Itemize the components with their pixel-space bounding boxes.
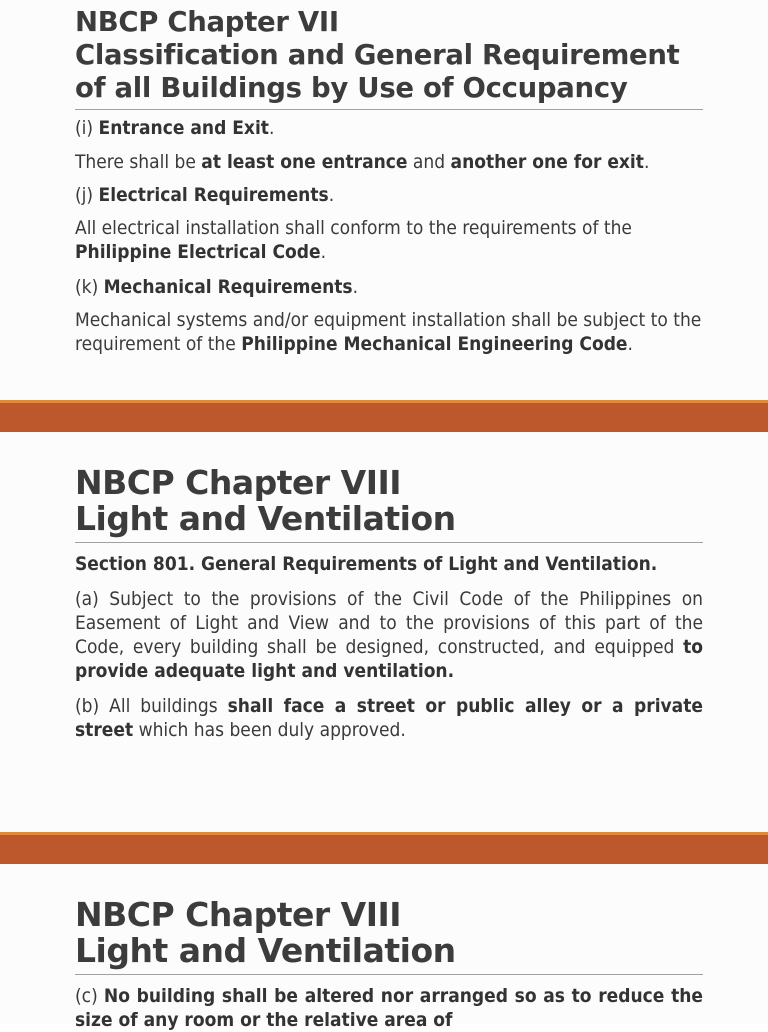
slide-title xyxy=(75,6,680,105)
item-k-heading: (k) Mechanical Requirements. xyxy=(75,276,359,298)
slide-separator-band xyxy=(0,832,768,864)
title-line-3: of all Buildings by Use of Occupancy xyxy=(75,72,628,104)
title-line-1: NBCP Chapter VIII xyxy=(75,463,402,502)
item-i-heading: (i) Entrance and Exit. xyxy=(75,117,275,139)
section-801-heading: Section 801. General Requirements of Light and Ventilation. xyxy=(75,553,658,575)
title-line-2: Light and Ventilation xyxy=(75,499,456,538)
title-line-1: NBCP Chapter VIII xyxy=(75,895,402,934)
slide-title xyxy=(75,465,456,537)
slide-chapter-viii-b xyxy=(0,864,768,1031)
item-j-text: All electrical installation shall conform to the requirements of the Philippine Electrical Code. xyxy=(75,217,632,263)
item-i-text: There shall be at least one entrance and another one for exit. xyxy=(75,151,650,173)
slide-title xyxy=(75,897,456,969)
slide-body xyxy=(75,116,703,356)
title-line-2: Light and Ventilation xyxy=(75,931,456,970)
item-j-heading: (j) Electrical Requirements. xyxy=(75,184,335,206)
slide-chapter-vii xyxy=(0,0,768,400)
slide-body xyxy=(75,984,703,1032)
title-divider xyxy=(75,109,703,110)
paragraph-c: (c) No building shall be altered nor arranged so as to reduce the size of any room or the relative area of xyxy=(75,985,704,1031)
item-k-text: Mechanical systems and/or equipment installation shall be subject to the requirement of the Philippine Mechanical Engineering Code. xyxy=(75,309,702,355)
title-line-1: NBCP Chapter VII xyxy=(75,6,339,38)
slide-separator-band xyxy=(0,400,768,432)
title-divider xyxy=(75,542,703,543)
paragraph-b: (b) All buildings shall face a street or public alley or a private street which has been duly approved. xyxy=(75,695,703,741)
paragraph-a: (a) Subject to the provisions of the Civil Code of the Philippines on Easement of Light and View and to the provisions of this part of the Code, every building shall be designed, constructed, and equipped to provide adequate light and ventilation. xyxy=(75,588,703,682)
slide-body xyxy=(75,552,703,742)
title-divider xyxy=(75,974,703,975)
title-line-2: Classification and General Requirement xyxy=(75,39,680,71)
slide-chapter-viii-a xyxy=(0,432,768,832)
